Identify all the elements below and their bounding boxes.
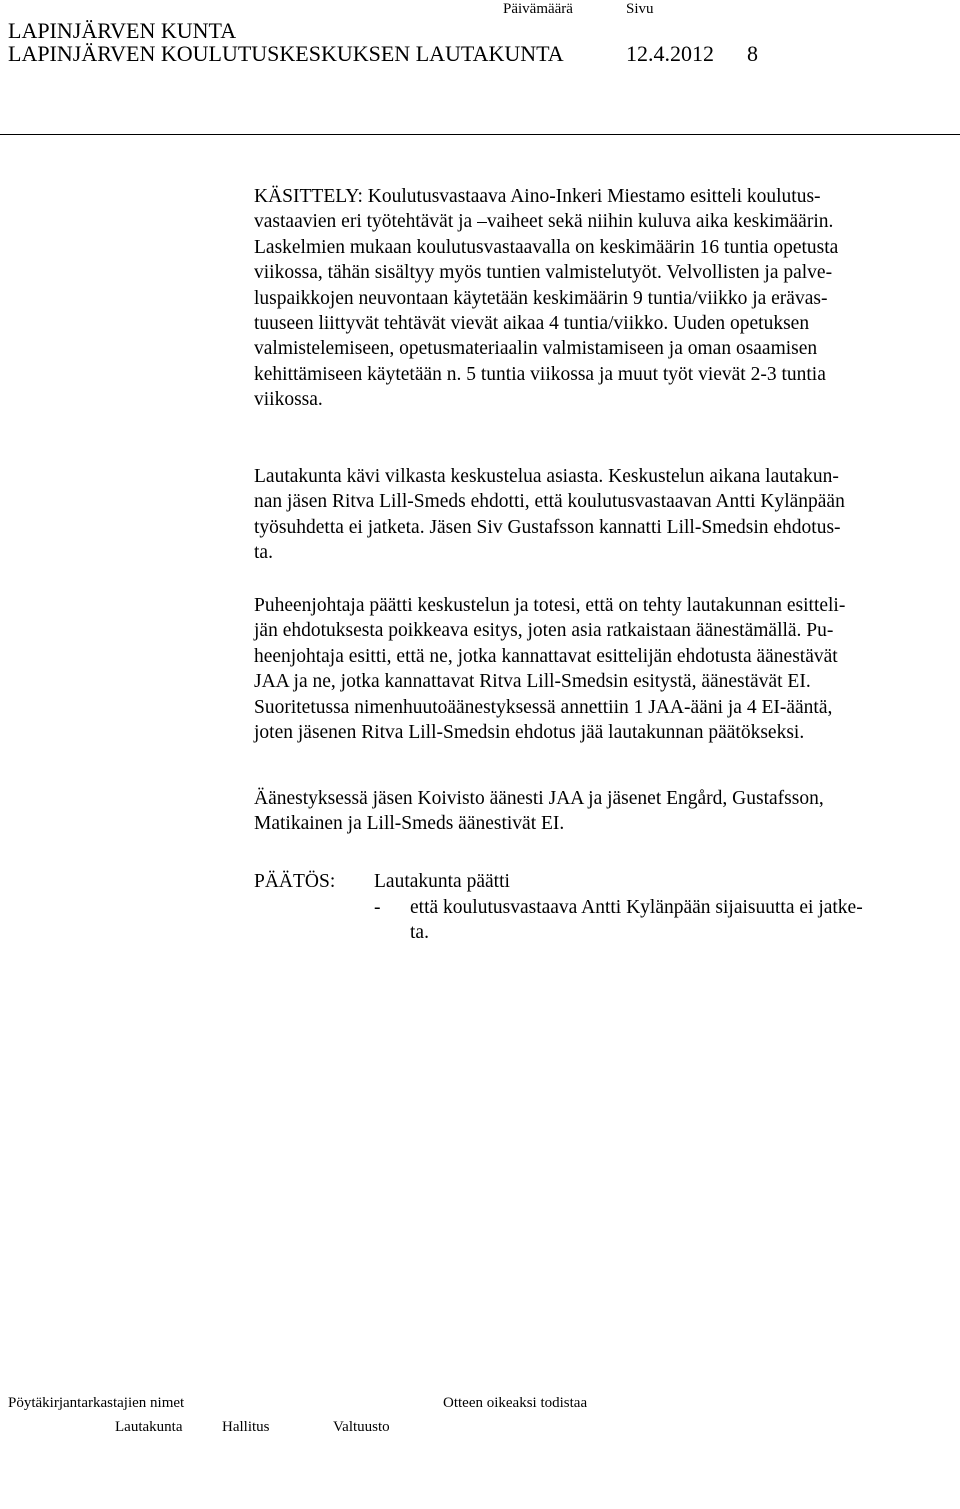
certify-label: Otteen oikeaksi todistaa <box>443 1395 588 1411</box>
page-label: Sivu <box>626 1 654 17</box>
committee-name: LAPINJÄRVEN KOULUTUSKESKUKSEN LAUTAKUNTA <box>8 41 564 66</box>
paragraph-processing: KÄSITTELY: Koulutusvastaava Aino-Inkeri Miestamo esitteli koulutus- vastaavien eri työtehtävät ja –vaiheet sekä niihin kuluva aika keskimäärin. Laskelmien mukaan koulutusvastaavalla on keskimäärin 16 tuntia opetusta viikossa, tähän sisältyy myös tuntien valmistelutyöt. Velvollisten ja palve- luspaikkojen neuvontaan käytetään keskimäärin 9 tuntia/viikko ja erävas- tuuseen liittyvät tehtävät vievät aikaa 4 tuntia/viikko. Uuden opetuksen valmistelemiseen, opetusmateriaalin valmistamiseen ja oman osaamisen kehittämiseen käytetään n. 5 tuntia viikossa ja muut työt vievät 2-3 tuntia viikossa. <box>254 186 839 411</box>
box-label-valtuusto: Valtuusto <box>333 1419 390 1435</box>
paragraph-discussion: Lautakunta kävi vilkasta keskustelua asiasta. Keskustelun aikana lautakun- nan jäsen Ritva Lill-Smeds ehdotti, että koulutusvastaavan Antti Kylänpään työsuhdetta ei jatketa. Jäsen Siv Gustafsson kannatti Lill-Smedsin ehdotus- ta. <box>254 466 845 564</box>
paragraph-vote-result: Äänestyksessä jäsen Koivisto äänesti JAA ja jäsenet Engård, Gustafsson, Matikainen ja Lill-Smeds äänestivät EI. <box>254 788 824 835</box>
checkers-label: Pöytäkirjantarkastajien nimet <box>8 1395 185 1411</box>
paragraph-vote-proposal: Puheenjohtaja päätti keskustelun ja totesi, että on tehty lautakunnan esitteli- jän ehdotuksesta poikkeava esitys, joten asia ratkaistaan äänestämällä. Pu- heenjohtaja esitti, että ne, jotka kannattavat esittelijän ehdotusta äänestävät JAA ja ne, jotka kannattavat Ritva Lill-Smedsin esitystä, äänestävät EI. Suoritetussa nimenhuutoäänestyksessä annettiin 1 JAA-ääni ja 4 EI-ääntä, joten jäsenen Ritva Lill-Smedsin ehdotus jää lautakunnan päätökseksi. <box>254 595 846 744</box>
box-label-lautakunta: Lautakunta <box>115 1419 183 1435</box>
decision-item: että koulutusvastaava Antti Kylänpään sijaisuutta ei jatke- ta. <box>410 897 863 944</box>
decision-intro: Lautakunta päätti <box>374 871 510 892</box>
page-number: 8 <box>747 41 758 66</box>
organization-name: LAPINJÄRVEN KUNTA <box>8 18 237 43</box>
decision-label: PÄÄTÖS: <box>254 871 336 892</box>
meeting-date: 12.4.2012 <box>626 41 714 66</box>
date-label: Päivämäärä <box>503 1 573 17</box>
box-label-hallitus: Hallitus <box>222 1419 270 1435</box>
decision-dash: - <box>374 897 381 918</box>
header-divider <box>0 134 960 135</box>
